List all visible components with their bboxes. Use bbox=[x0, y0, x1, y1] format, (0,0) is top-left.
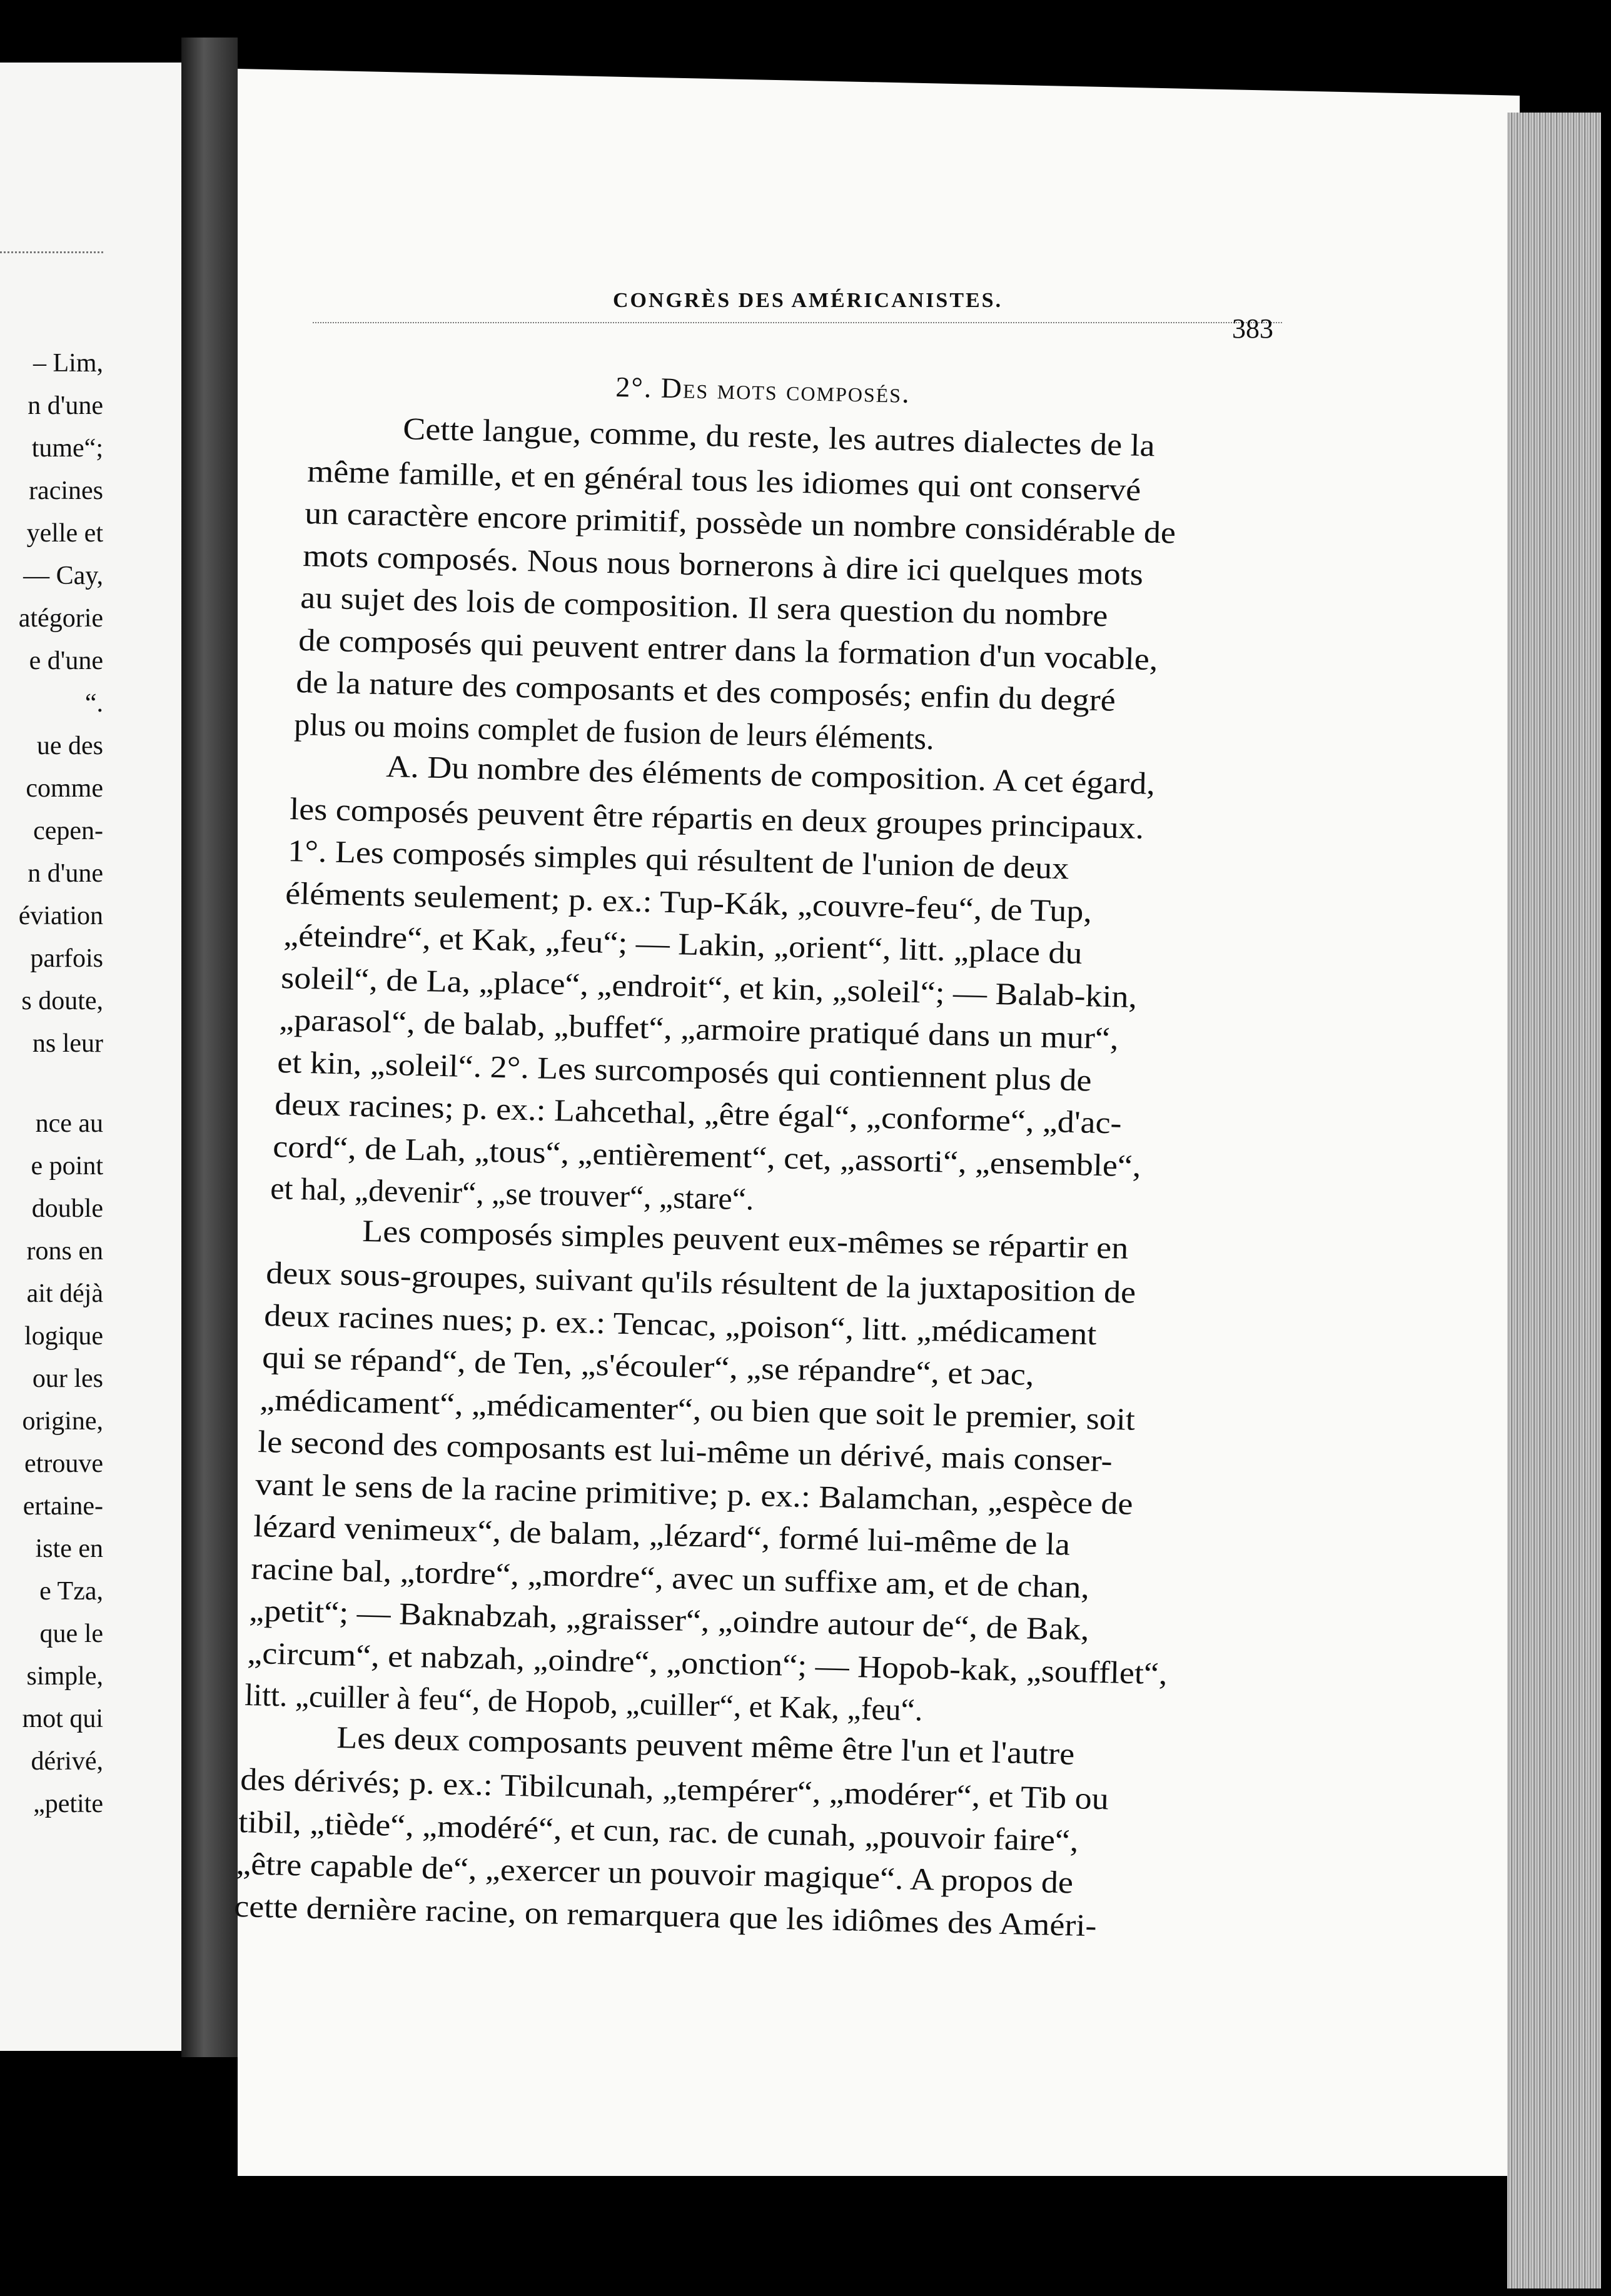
left-fragment-line: double bbox=[31, 1194, 103, 1223]
body-line: et hal, „devenir“, „se trouver“, „stare“. bbox=[270, 1171, 755, 1217]
left-fragment-line: simple, bbox=[26, 1662, 103, 1691]
left-fragment-line: comme bbox=[26, 774, 103, 803]
body-line: 1°. Les composés simples qui résultent de l'union de deux bbox=[287, 833, 1069, 886]
body-line: „médicament“, „médicamenter“, ou bien que soit le premier, soit bbox=[259, 1381, 1136, 1437]
body-line: cette dernière racine, on remarquera que les idiômes des Améri- bbox=[233, 1888, 1098, 1943]
left-fragment-line: atégorie bbox=[18, 604, 103, 633]
page-number: 383 bbox=[1232, 313, 1273, 344]
section-heading: 2°. Des mots composés. bbox=[615, 370, 911, 409]
left-fragment-line: our les bbox=[32, 1364, 103, 1393]
left-fragment-line: ertaine- bbox=[23, 1492, 103, 1521]
body-line: racine bal, „tordre“, „mordre“, avec un suffixe am, et de chan, bbox=[251, 1550, 1090, 1604]
left-fragment-line: parfois bbox=[30, 944, 103, 973]
left-fragment-line: ait déjà bbox=[26, 1279, 103, 1308]
left-fragment-line: tume“; bbox=[31, 434, 103, 463]
left-fragment-line: que le bbox=[39, 1619, 103, 1648]
body-line: éléments seulement; p. ex.: Tup-Kák, „couvre-feu“, de Tup, bbox=[285, 875, 1093, 929]
body-line: deux racines; p. ex.: Lahcethal, „être égal“, „conforme“, „d'ac- bbox=[274, 1086, 1123, 1140]
left-fragment-line: e point bbox=[31, 1152, 103, 1181]
body-line: „petit“; — Baknabzah, „graisser“, „oindre autour de“, de Bak, bbox=[248, 1593, 1090, 1647]
left-fragment-line: rons en bbox=[26, 1237, 103, 1266]
left-fragment-line: logique bbox=[24, 1322, 103, 1351]
left-page-header-rule bbox=[0, 251, 103, 253]
left-fragment-line: origine, bbox=[22, 1407, 103, 1436]
left-fragment-line: n d'une bbox=[28, 391, 103, 420]
left-fragment-line: n d'une bbox=[28, 859, 103, 888]
left-fragment-line: iste en bbox=[35, 1534, 103, 1563]
body-line: „parasol“, de balab, „buffet“, „armoire pratiqué dans un mur“, bbox=[278, 1002, 1119, 1056]
book-gutter bbox=[181, 38, 238, 2057]
left-fragment-line: nce au bbox=[35, 1109, 103, 1138]
body-line: deux sous-groupes, suivant qu'ils résultent de la juxtaposition de bbox=[266, 1255, 1137, 1310]
body-line: même famille, et en général tous les idiomes qui ont conservé bbox=[306, 453, 1141, 507]
body-line: litt. „cuiller à feu“, de Hopob, „cuiller“, et Kak, „feu“. bbox=[244, 1677, 924, 1728]
body-line: plus ou moins complet de fusion de leurs éléments. bbox=[293, 706, 935, 756]
left-fragment-line: e d'une bbox=[29, 647, 103, 675]
body-line: au sujet des lois de composition. Il sera question du nombre bbox=[300, 580, 1109, 633]
body-line: un caractère encore primitif, possède un nombre considérable de bbox=[304, 495, 1176, 550]
body-line: mots composés. Nous nous bornerons à dire ici quelques mots bbox=[302, 537, 1144, 592]
running-title: CONGRÈS DES AMÉRICANISTES. bbox=[613, 289, 1003, 312]
body-line: „éteindre“, et Kak, „feu“; — Lakin, „orient“, litt. „place du bbox=[283, 917, 1083, 970]
body-line: deux racines nues; p. ex.: Tencac, „poison“, litt. „médicament bbox=[263, 1297, 1097, 1351]
left-fragment-line: s doute, bbox=[21, 987, 103, 1015]
left-fragment-line: — Cay, bbox=[23, 561, 103, 590]
body-line: qui se répand“, de Ten, „s'écouler“, „se répandre“, et ɔac, bbox=[261, 1339, 1034, 1392]
page-edges bbox=[1507, 113, 1601, 2288]
body-line: „être capable de“, „exercer un pouvoir magique“. A propos de bbox=[236, 1846, 1074, 1900]
body-line: cord“, de Lah, „tous“, „entièrement“, cet, „assorti“, „ensemble“, bbox=[272, 1128, 1141, 1183]
body-line: vant le sens de la racine primitive; p. ex.: Balamchan, „espèce de bbox=[255, 1466, 1134, 1521]
left-fragment-line: racines bbox=[29, 476, 103, 505]
body-line: A. Du nombre des éléments de composition. A cet égard, bbox=[385, 748, 1156, 801]
bottom-background bbox=[181, 2176, 1507, 2296]
body-line: tibil, „tiède“, „modéré“, et cun, rac. de cunah, „pouvoir faire“, bbox=[238, 1803, 1079, 1858]
left-fragment-line: cepen- bbox=[33, 817, 103, 845]
left-fragment-line: mot qui bbox=[22, 1704, 103, 1733]
body-line: Cette langue, comme, du reste, les autres dialectes de la bbox=[402, 411, 1156, 463]
body-line: le second des composants est lui-même un dérivé, mais conser- bbox=[257, 1424, 1113, 1478]
body-line: soleil“, de La, „place“, „endroit“, et kin, „soleil“; — Balab-kin, bbox=[281, 959, 1138, 1014]
left-fragment-line: yelle et bbox=[26, 519, 103, 548]
body-line: Les composés simples peuvent eux-mêmes se répartir en bbox=[361, 1212, 1129, 1266]
left-fragment-line: ns leur bbox=[32, 1029, 103, 1058]
left-fragment-line: ue des bbox=[36, 732, 103, 760]
left-fragment-line: e Tza, bbox=[39, 1577, 103, 1606]
left-fragment-line: „petite bbox=[33, 1790, 103, 1818]
body-line: Les deux composants peuvent même être l'un et l'autre bbox=[336, 1719, 1075, 1771]
left-fragment-line: “. bbox=[84, 689, 103, 718]
body-line: et kin, „soleil“. 2°. Les surcomposés qui contiennent plus de bbox=[276, 1044, 1092, 1098]
left-fragment-line: dérivé, bbox=[31, 1747, 103, 1776]
body-line: de composés qui peuvent entrer dans la formation d'un vocable, bbox=[298, 622, 1158, 677]
body-line: „circum“, et nabzah, „oindre“, „onction“; — Hopob-kak, „soufflet“, bbox=[246, 1634, 1168, 1691]
left-fragment-line: etrouve bbox=[24, 1449, 103, 1478]
body-line: des dérivés; p. ex.: Tibilcunah, „tempérer“, „modérer“, et Tib ou bbox=[240, 1761, 1109, 1816]
body-line: de la nature des composants et des composés; enfin du degré bbox=[296, 664, 1116, 718]
body-line: les composés peuvent être répartis en deux groupes principaux. bbox=[289, 790, 1144, 845]
left-fragment-line: éviation bbox=[18, 902, 103, 930]
body-line: lézard venimeux“, de balam, „lézard“, formé lui-même de la bbox=[253, 1508, 1071, 1562]
left-fragment-line: – Lim, bbox=[33, 349, 103, 378]
